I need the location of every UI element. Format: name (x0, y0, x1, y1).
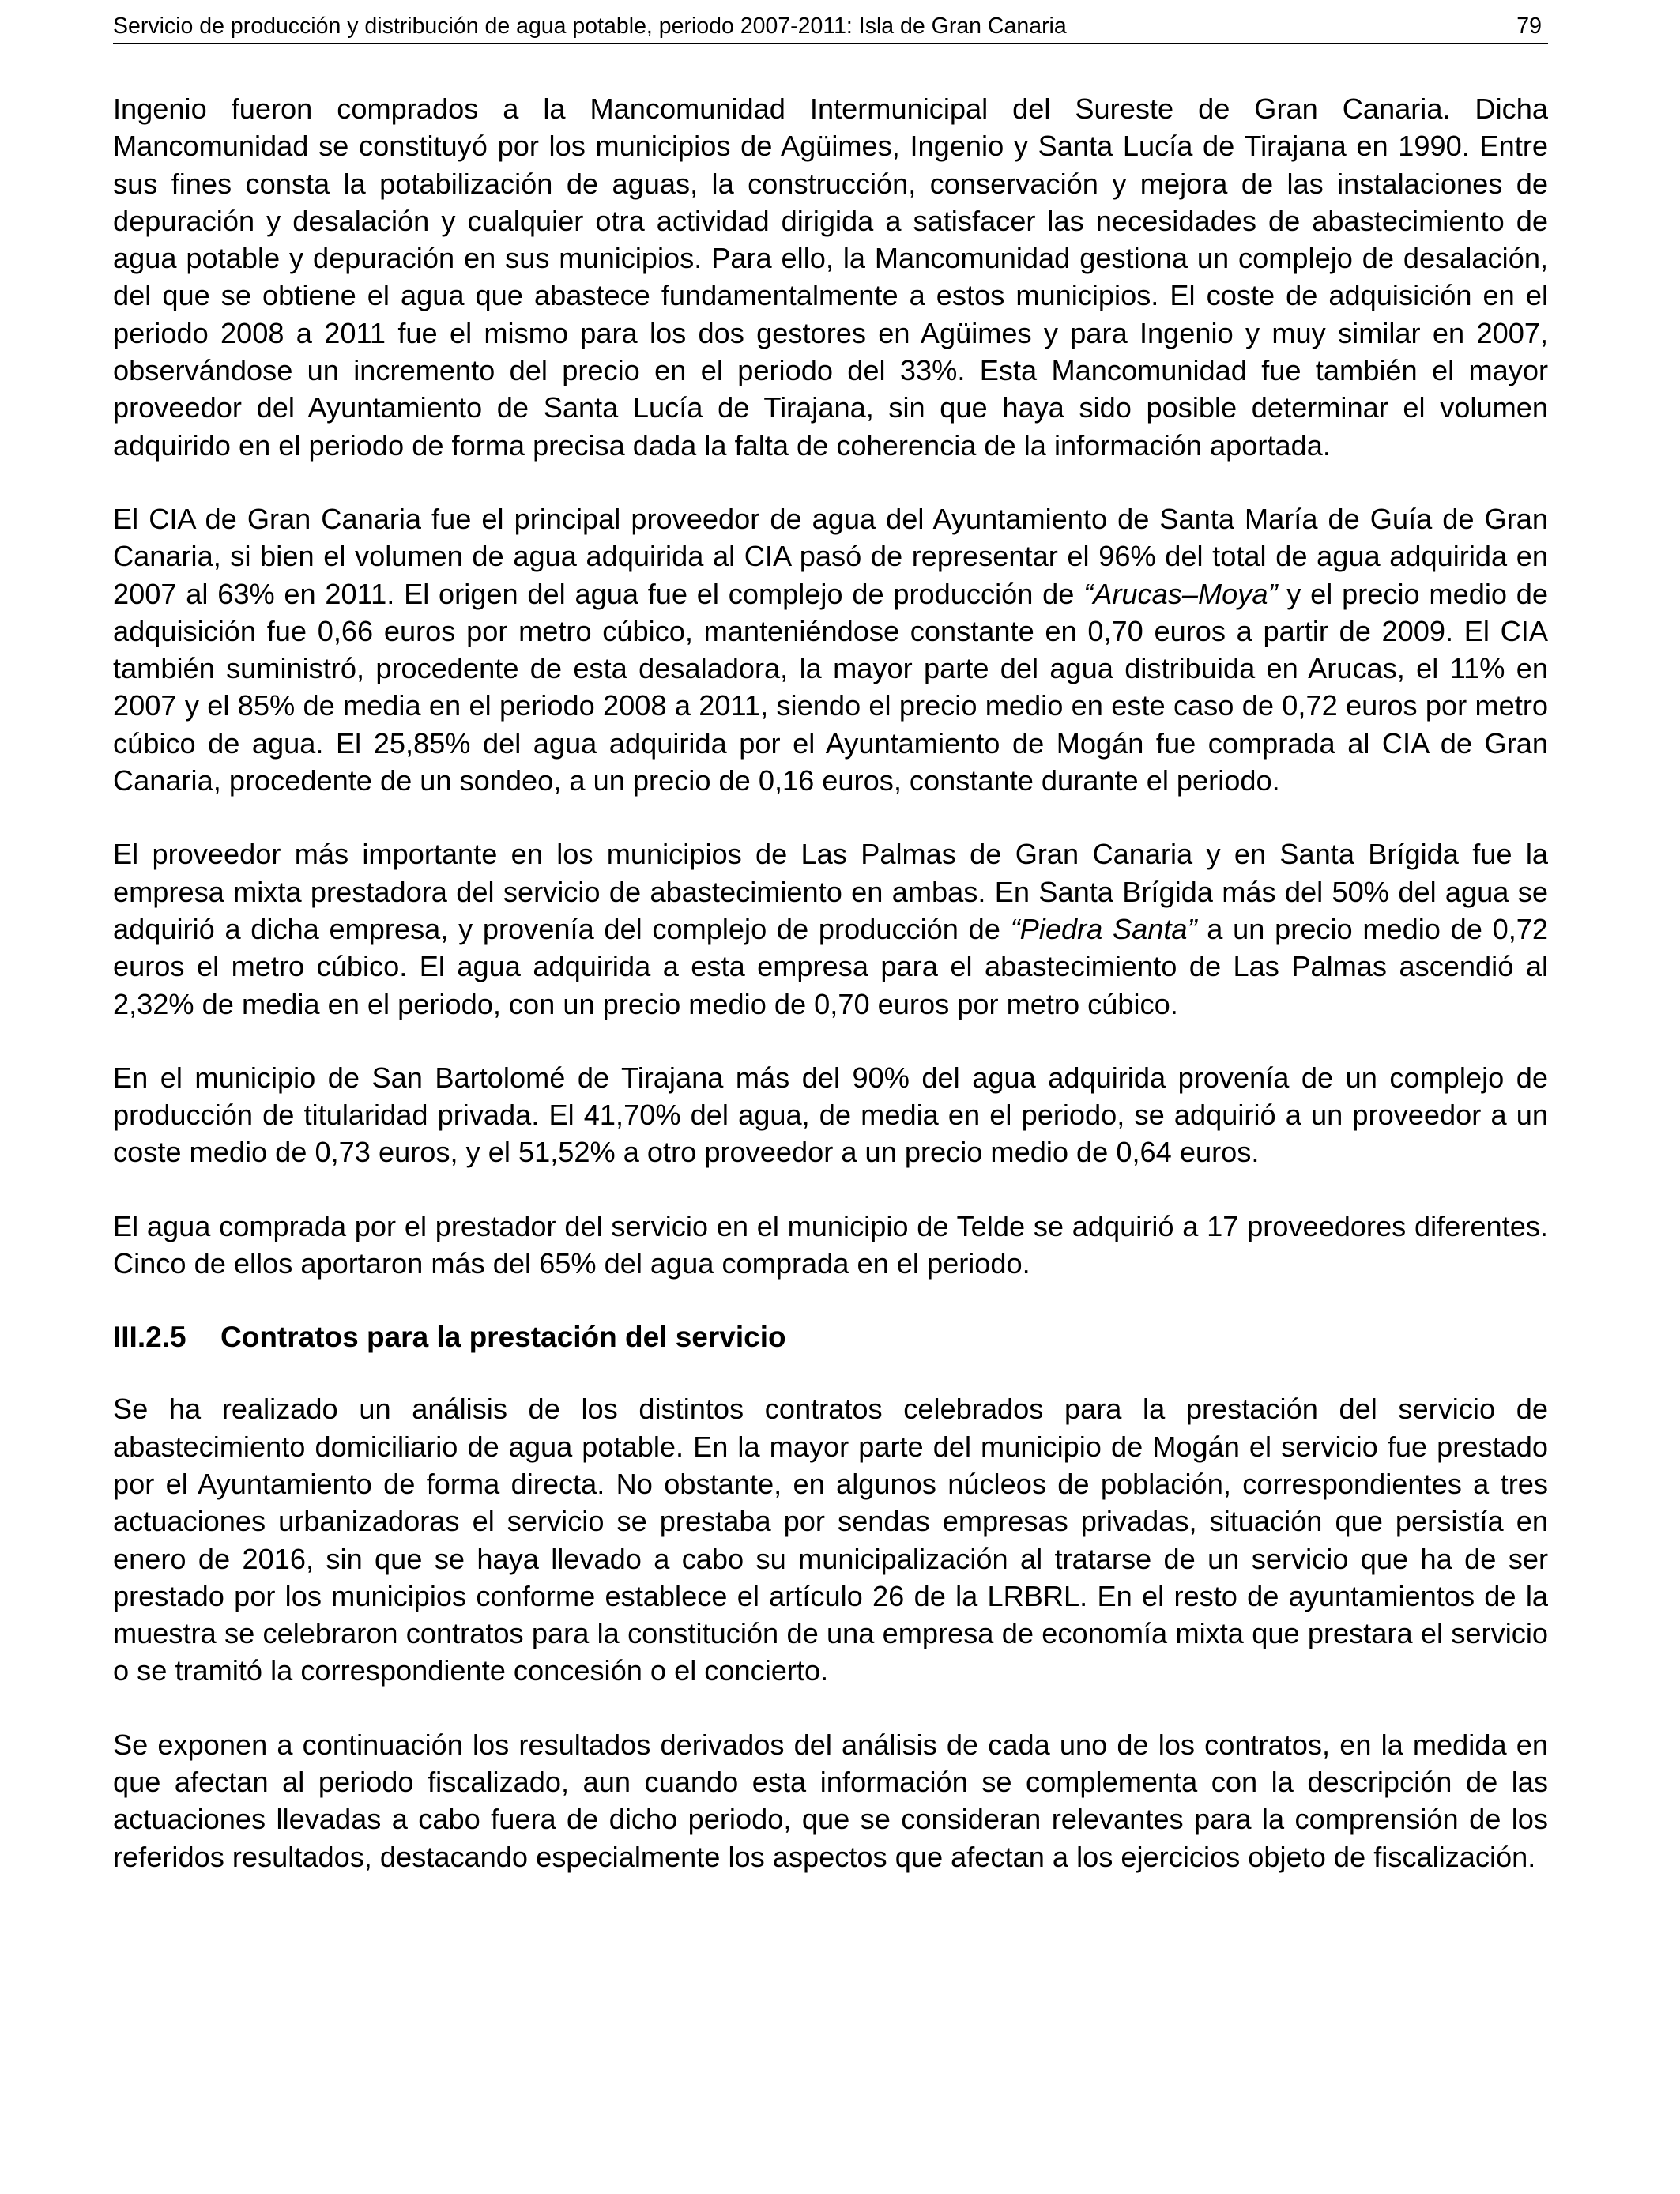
paragraph-las-palmas-santa-brigida (113, 835, 1548, 1022)
quoted-name-piedra-santa: “Piedra Santa” (1010, 912, 1197, 945)
paragraph-text: El proveedor más importante en los municipios de Las Palmas de Gran Canaria y en Santa Brígida fue la empresa mixta prestadora del servicio de abastecimiento en ambas. En Santa Brígida más del 50% del agua se adquirió a dicha empresa, y provenía del complejo de producción de (113, 838, 1548, 945)
running-header (113, 11, 1548, 44)
section-title: Contratos para la prestación del servicio (220, 1321, 786, 1354)
paragraph-text: y el precio medio de adquisición fue 0,66 euros por metro cúbico, manteniéndose constante en 0,70 euros a partir de 2009. El CIA también suministró, procedente de esta desaladora, la mayor parte del agua distribuida en Arucas, el 11% en 2007 y el 85% de media en el periodo 2008 a 2011, siendo el precio medio en este caso de 0,72 euros por metro cúbico de agua. El 25,85% del agua adquirida por el Ayuntamiento de Mogán fue comprada al CIA de Gran Canaria, procedente de un sondeo, a un precio de 0,16 euros, constante durante el periodo. (113, 577, 1549, 797)
paragraph-text: a un precio medio de 0,72 euros el metro cúbico. El agua adquirida a esta empresa para el abastecimiento de Las Palmas ascendió al 2,32% de media en el periodo, con un precio medio de 0,70 euros por metro cúbico. (113, 912, 1549, 1020)
body-text (113, 90, 1548, 1912)
page-number: 79 (1516, 13, 1542, 39)
paragraph-mancomunidad: Ingenio fueron comprados a la Mancomunidad Intermunicipal del Sureste de Gran Canaria. Dicha Mancomunidad se constituyó por los municipios de Agüimes, Ingenio y Santa Lucía de Tirajana en 1990. Entre sus fines consta la potabilización de aguas, la construcción, conservación y mejora de las instalaciones de depuración y desalación y cualquier otra actividad dirigida a satisfacer las necesidades de abastecimiento de agua potable y depuración en sus municipios. Para ello, la Mancomunidad gestiona un complejo de desalación, del que se obtiene el agua que abastece fundamentalmente a estos municipios. El coste de adquisición en el periodo 2008 a 2011 fue el mismo para los dos gestores en Agüimes y para Ingenio y muy similar en 2007, observándose un incremento del precio en el periodo del 33%. Esta Mancomunidad fue también el mayor proveedor del Ayuntamiento de Santa Lucía de Tirajana, sin que haya sido posible determinar el volumen adquirido en el periodo de forma precisa dada la falta de coherencia de la información aportada. (113, 92, 1548, 462)
paragraph-text: El CIA de Gran Canaria fue el principal proveedor de agua del Ayuntamiento de Santa María de Guía de Gran Canaria, si bien el volumen de agua adquirida al CIA pasó de representar el 96% del total de agua adquirida en 2007 al 63% en 2011. El origen del agua fue el complejo de producción de (113, 502, 1548, 610)
quoted-name-arucas-moya: “Arucas–Moya” (1083, 577, 1278, 610)
paragraph-resultados: Se exponen a continuación los resultados derivados del análisis de cada uno de los contratos, en la medida en que afectan al periodo fiscalizado, aun cuando esta información se complementa con la descripción de las actuaciones llevadas a cabo fuera de dicho periodo, que se consideran relevantes para la comprensión de los referidos resultados, destacando especialmente los aspectos que afectan a los ejercicios objeto de fiscalización. (113, 1728, 1548, 1873)
paragraph-san-bartolome: En el municipio de San Bartolomé de Tirajana más del 90% del agua adquirida provenía de un complejo de producción de titularidad privada. El 41,70% del agua, de media en el periodo, se adquirió a un proveedor a un coste medio de 0,73 euros, y el 51,52% a otro proveedor a un precio medio de 0,64 euros. (113, 1061, 1548, 1169)
paragraph-cia-gran-canaria (113, 500, 1548, 799)
paragraph-contratos-analisis: Se ha realizado un análisis de los distintos contratos celebrados para la prestación del servicio de abastecimiento domiciliario de agua potable. En la mayor parte del municipio de Mogán el servicio fue prestado por el Ayuntamiento de forma directa. No obstante, en algunos núcleos de población, correspondientes a tres actuaciones urbanizadoras el servicio se prestaba por sendas empresas privadas, situación que persistía en enero de 2016, sin que se haya llevado a cabo su municipalización al tratarse de un servicio que ha de ser prestado por los municipios conforme establece el artículo 26 de la LRBRL. En el resto de ayuntamientos de la muestra se celebraron contratos para la constitución de una empresa de economía mixta que prestara el servicio o se tramitó la correspondiente concesión o el concierto. (113, 1393, 1548, 1687)
paragraph-telde: El agua comprada por el prestador del servicio en el municipio de Telde se adquirió a 17 proveedores diferentes. Cinco de ellos aportaron más del 65% del agua comprada en el periodo. (113, 1209, 1548, 1280)
header-title: Servicio de producción y distribución de agua potable, periodo 2007-2011: Isla de Gran Canaria (113, 13, 1067, 39)
section-heading (113, 1318, 1548, 1355)
section-number: III.2.5 (113, 1321, 186, 1354)
